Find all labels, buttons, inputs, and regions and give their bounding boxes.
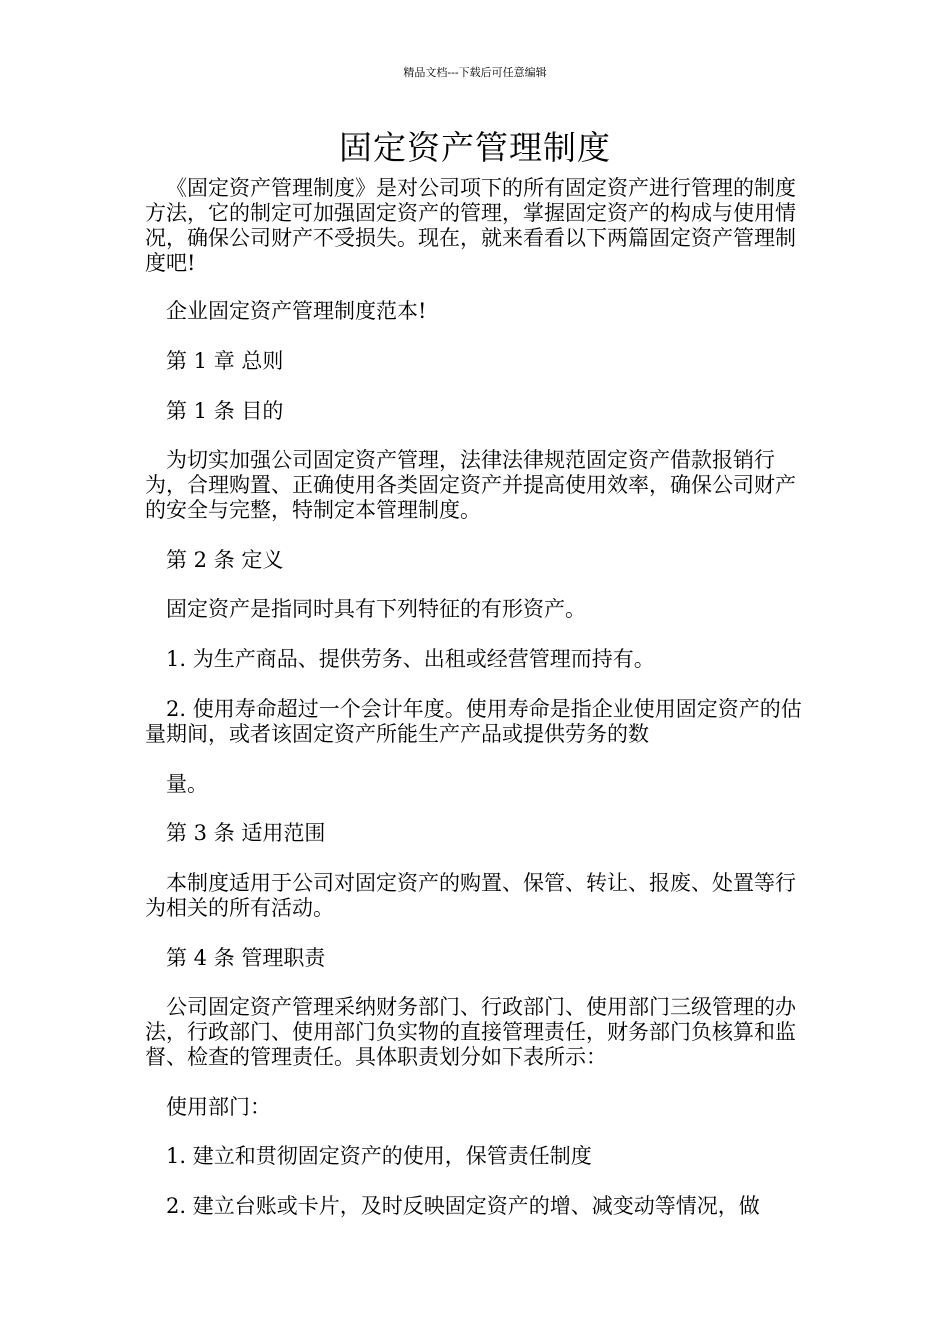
paragraph-scope: 本制度适用于公司对固定资产的购置、保管、转让、报废、处置等行为相关的所有活动。 bbox=[145, 871, 796, 920]
list-item: 1. 建立和贯彻固定资产的使用，保管责任制度 bbox=[166, 1144, 592, 1168]
paragraph-section-heading: 企业固定资产管理制度范本! bbox=[166, 299, 427, 323]
paragraph-definition: 固定资产是指同时具有下列特征的有形资产。 bbox=[166, 597, 586, 621]
list-item: 2. 建立台账或卡片，及时反映固定资产的增、减变动等情况，做 bbox=[166, 1194, 760, 1218]
paragraph-responsibilities: 公司固定资产管理采纳财务部门、行政部门、使用部门三级管理的办法，行政部门、使用部门负实物的直接管理责任，财务部门负核算和监督、检查的管理责任。具体职责划分如下表所示： bbox=[145, 995, 796, 1069]
paragraph-subheading: 使用部门： bbox=[166, 1095, 271, 1119]
article-heading: 第 2 条 定义 bbox=[166, 548, 284, 572]
article-heading: 第 4 条 管理职责 bbox=[166, 946, 326, 970]
list-item: 1. 为生产商品、提供劳务、出租或经营管理而持有。 bbox=[166, 647, 655, 671]
paragraph-purpose: 为切实加强公司固定资产管理，法律法律规范固定资产借款报销行为，合理购置、正确使用各类固定资产并提高使用效率，确保公司财产的安全与完整，特制定本管理制度。 bbox=[145, 448, 796, 522]
page-header: 精品文档---下载后可任意编辑 bbox=[403, 66, 547, 79]
chapter-heading: 第 1 章 总则 bbox=[166, 349, 284, 373]
article-heading: 第 1 条 目的 bbox=[166, 399, 284, 423]
document-title: 固定资产管理制度 bbox=[339, 128, 611, 167]
article-heading: 第 3 条 适用范围 bbox=[166, 821, 326, 845]
paragraph-intro: 《固定资产管理制度》是对公司项下的所有固定资产进行管理的制度方法，它的制定可加强固定资产的管理，掌握固定资产的构成与使用情况，确保公司财产不受损失。现在，就来看看以下两篇固定资产管理制度吧! bbox=[145, 176, 796, 275]
paragraph-continuation: 量。 bbox=[166, 772, 208, 796]
list-item: 2. 使用寿命超过一个会计年度。使用寿命是指企业使用固定资产的估量期间，或者该固定资产所能生产产品或提供劳务的数 bbox=[145, 697, 802, 746]
